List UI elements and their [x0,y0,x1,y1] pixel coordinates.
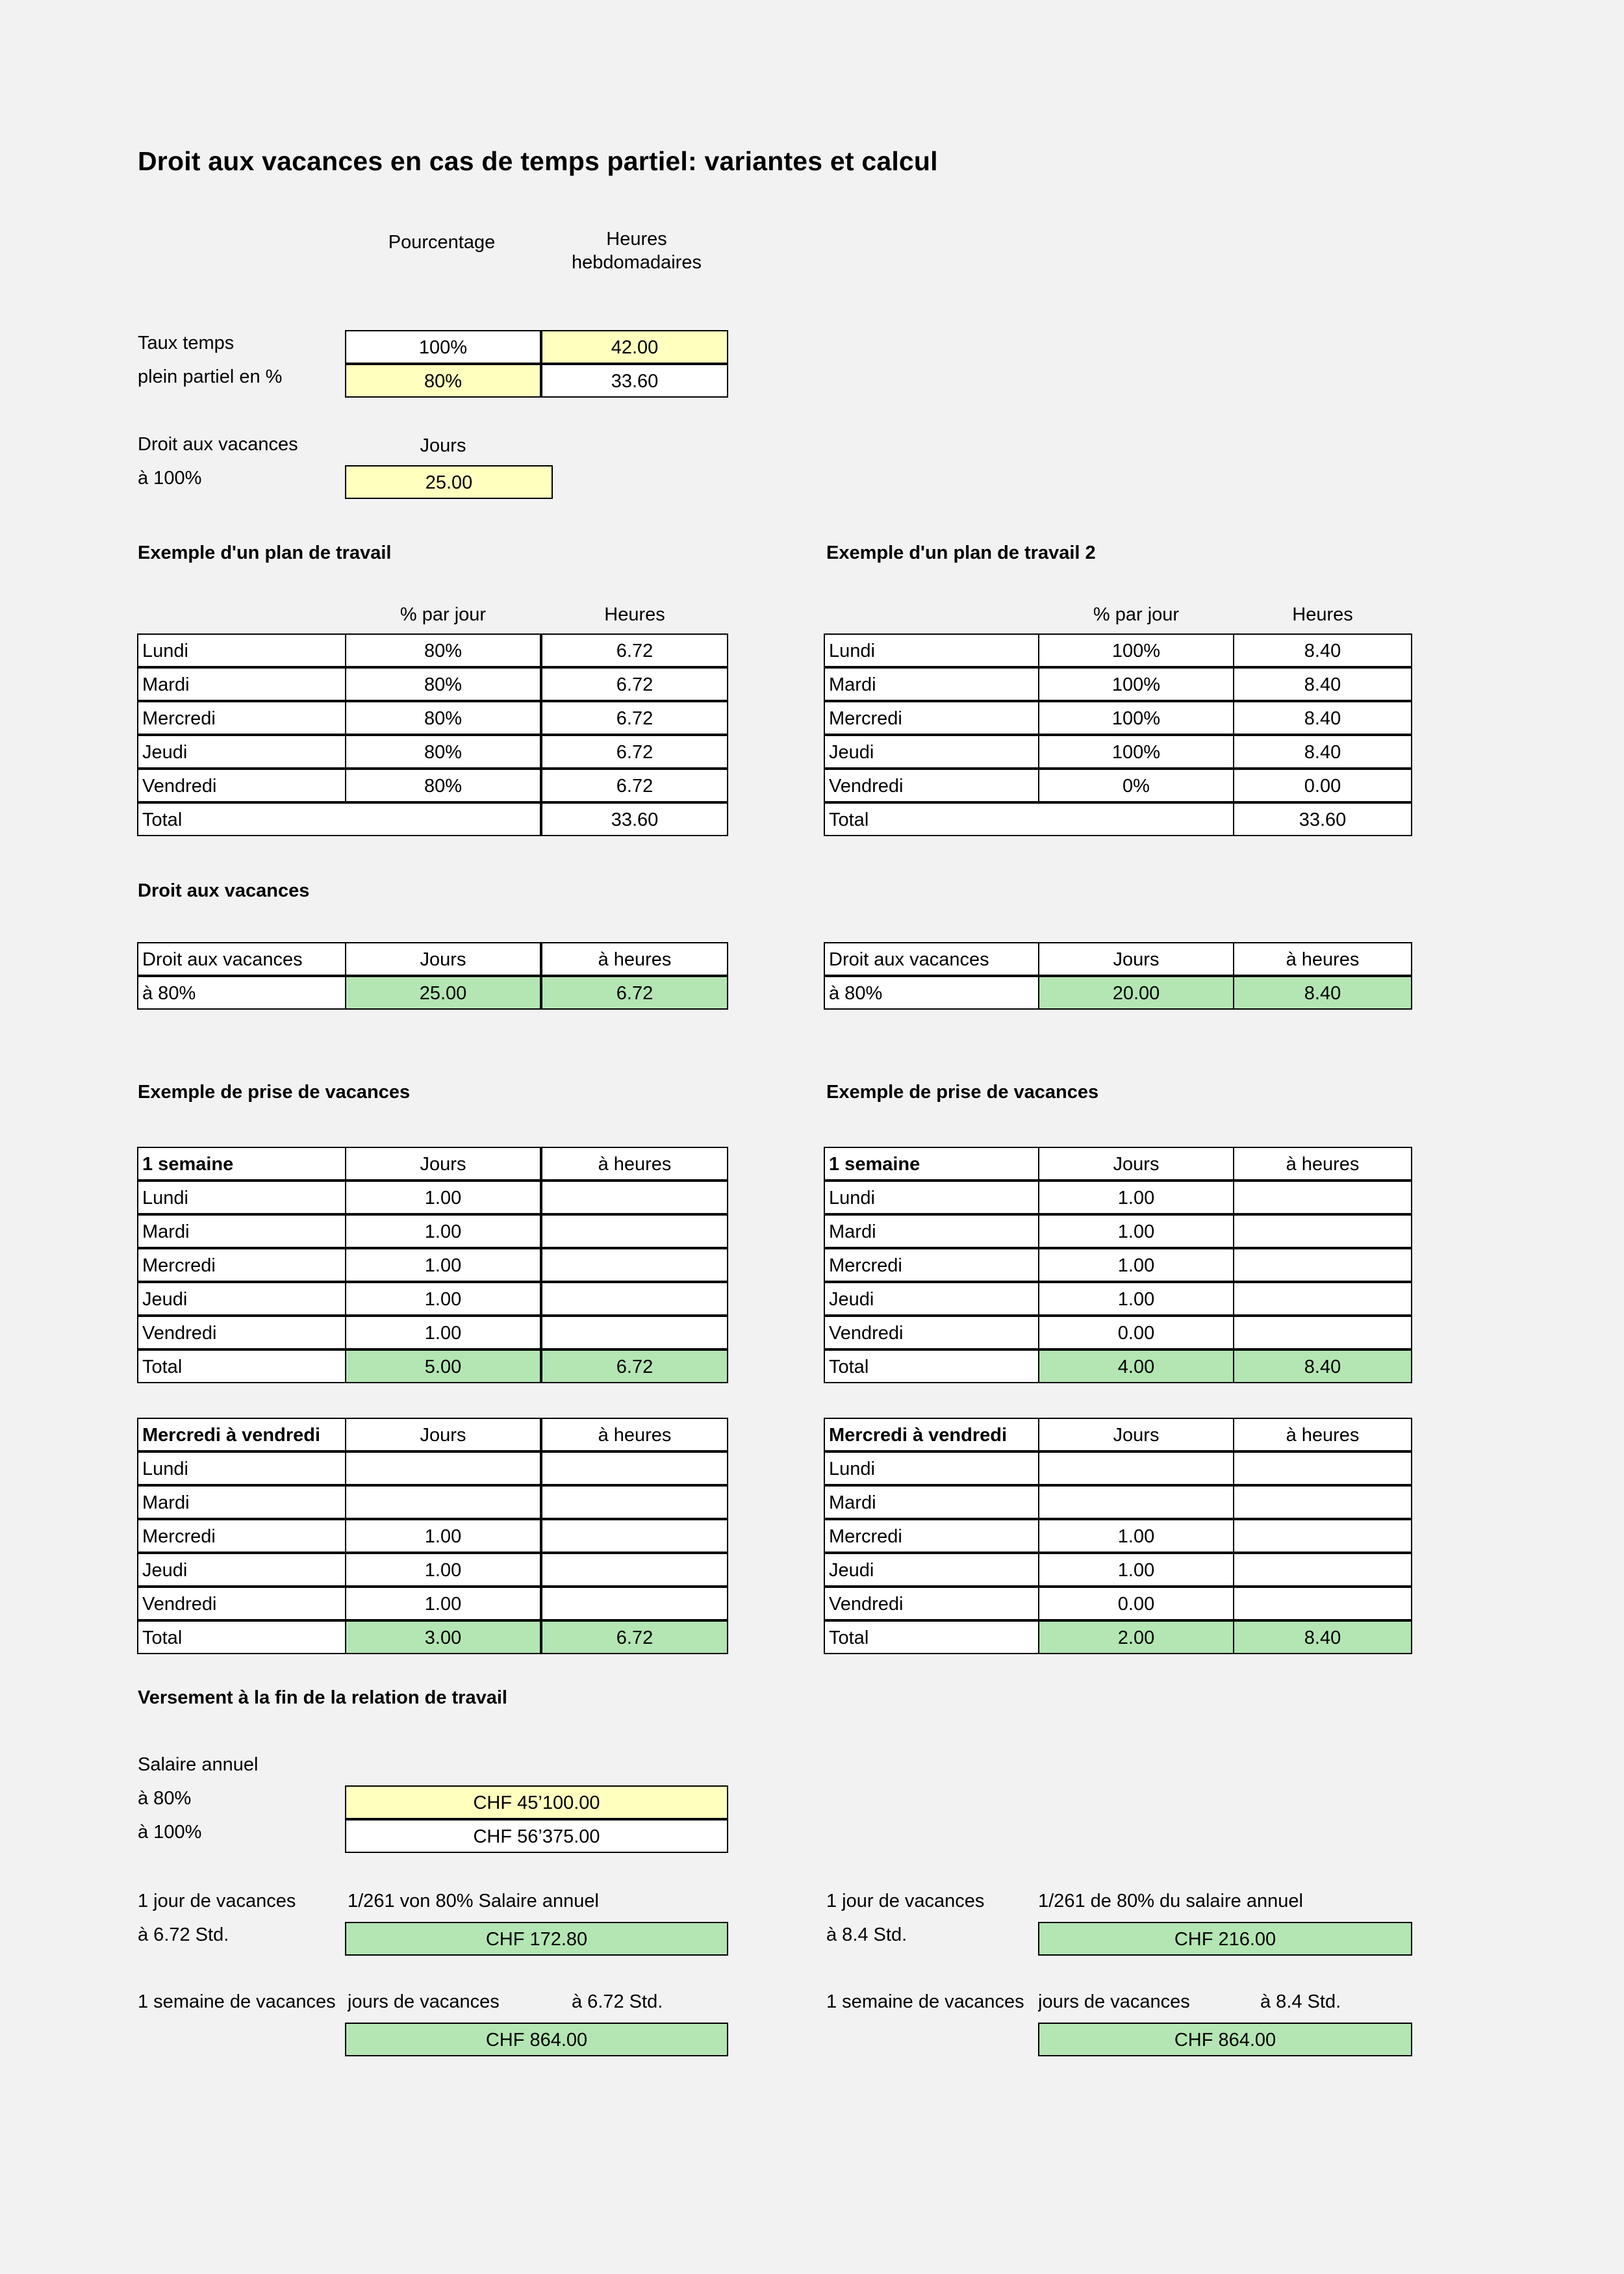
right-right-header-heures: à heures [1233,942,1412,976]
left-week-day[interactable]: Mardi [137,1214,346,1248]
left-plan-day[interactable]: Mercredi [137,701,346,735]
right-day-formula: 1/261 de 80% du salaire annuel [1038,1891,1303,1911]
right-week-heures-blank[interactable] [1233,1214,1412,1248]
left-week-header-heures: à heures [541,1147,728,1181]
left-plan-pct[interactable]: 80% [345,633,541,667]
right-part-heures-blank[interactable] [1233,1485,1412,1519]
right-week-heures-blank[interactable] [1233,1316,1412,1349]
right-plan-pct[interactable]: 100% [1038,701,1234,735]
rate-table-header-pourcentage: Pourcentage [388,232,496,253]
salary-label: Salaire annuel [138,1754,259,1775]
right-week-header-label: 1 semaine [824,1147,1039,1181]
rate-cell-pct-100[interactable]: 100% [345,330,541,364]
vacation-right-value[interactable]: 25.00 [345,465,553,499]
right-week-header-jours: Jours [1038,1147,1234,1181]
right-plan-title: Exemple d'un plan de travail 2 [826,543,1096,563]
right-plan-total-hours[interactable]: 33.60 [1233,802,1412,836]
rate-row-label-1: Taux temps [138,333,235,353]
right-day-value[interactable]: CHF 216.00 [1038,1922,1412,1956]
vacation-right-label-2: à 100% [138,468,202,489]
right-week-label-3: à 8.4 Std. [1260,1991,1341,2012]
right-right-header-jours: Jours [1038,942,1234,976]
left-plan-day[interactable]: Mardi [137,667,346,701]
left-week-jours[interactable]: 1.00 [345,1181,541,1214]
right-part-jours[interactable]: 0.00 [1038,1587,1234,1620]
right-week-day[interactable]: Mercredi [824,1248,1039,1282]
right-week-day[interactable]: Mardi [824,1214,1039,1248]
page-title: Droit aux vacances en cas de temps partiel: variantes et calcul [138,146,938,176]
left-plan-title: Exemple d'un plan de travail [138,543,392,563]
left-part-jours[interactable]: 1.00 [345,1553,541,1587]
right-week-total-heures[interactable]: 8.40 [1233,1349,1412,1383]
left-week-jours[interactable]: 1.00 [345,1282,541,1316]
left-part-jours[interactable] [345,1451,541,1485]
right-part-jours[interactable]: 1.00 [1038,1519,1234,1553]
right-right-header-label: Droit aux vacances [824,942,1039,976]
left-plan-total-label[interactable]: Total [137,802,541,836]
left-day-label-2: à 6.72 Std. [138,1924,229,1945]
right-week-heures-blank[interactable] [1233,1248,1412,1282]
left-right-row-label[interactable]: à 80% [137,976,346,1010]
payout-title: Versement à la fin de la relation de travail [138,1687,507,1708]
right-plan-hours[interactable]: 8.40 [1233,633,1412,667]
right-plan-pct[interactable]: 100% [1038,667,1234,701]
left-right-header-heures: à heures [541,942,728,976]
left-plan-pct[interactable]: 80% [345,769,541,802]
right-plan-pct[interactable]: 0% [1038,769,1234,802]
left-part-heures-blank[interactable] [541,1485,728,1519]
left-plan-pct[interactable]: 80% [345,735,541,769]
right-plan-day[interactable]: Jeudi [824,735,1039,769]
left-right-row-heures[interactable]: 6.72 [541,976,728,1010]
left-plan-pct[interactable]: 80% [345,667,541,701]
rate-table-header-heures: Heures hebdomadaires [572,229,702,273]
right-part-day[interactable]: Vendredi [824,1587,1039,1620]
left-week-header-label: 1 semaine [137,1147,346,1181]
left-part-heures-blank[interactable] [541,1587,728,1620]
right-part-day[interactable]: Mercredi [824,1519,1039,1553]
right-week-day[interactable]: Lundi [824,1181,1039,1214]
right-plan-day[interactable]: Vendredi [824,769,1039,802]
right-plan-day[interactable]: Mardi [824,667,1039,701]
left-day-value[interactable]: CHF 172.80 [345,1922,728,1956]
right-part-day[interactable]: Jeudi [824,1553,1039,1587]
left-plan-hours[interactable]: 6.72 [541,701,728,735]
left-taking-title: Exemple de prise de vacances [138,1082,411,1103]
left-week-day[interactable]: Lundi [137,1181,346,1214]
rate-cell-hours-3360[interactable]: 33.60 [541,364,728,398]
left-part-jours[interactable]: 1.00 [345,1587,541,1620]
right-week-jours[interactable]: 1.00 [1038,1282,1234,1316]
right-plan-header-hours: Heures [1292,604,1353,625]
left-vacation-right-title: Droit aux vacances [138,880,310,901]
right-week-heures-blank[interactable] [1233,1181,1412,1214]
right-plan-header-pct: % par jour [1093,604,1180,625]
right-plan-hours[interactable]: 0.00 [1233,769,1412,802]
left-week-value[interactable]: CHF 864.00 [345,2023,728,2056]
right-plan-hours[interactable]: 8.40 [1233,667,1412,701]
left-part-day[interactable]: Vendredi [137,1587,346,1620]
vacation-right-header-jours: Jours [420,435,466,456]
left-part-heures-blank[interactable] [541,1451,728,1485]
right-week-total-jours[interactable]: 4.00 [1038,1349,1234,1383]
right-plan-hours[interactable]: 8.40 [1233,735,1412,769]
left-week-day[interactable]: Jeudi [137,1282,346,1316]
left-part-header-jours: Jours [345,1418,541,1451]
right-part-header-label: Mercredi à vendredi [824,1418,1039,1451]
left-week-heures-blank[interactable] [541,1181,728,1214]
right-part-jours[interactable] [1038,1451,1234,1485]
left-week-day[interactable]: Mercredi [137,1248,346,1282]
left-part-day[interactable]: Jeudi [137,1553,346,1587]
left-plan-day[interactable]: Jeudi [137,735,346,769]
left-plan-hours[interactable]: 6.72 [541,769,728,802]
left-week-jours[interactable]: 1.00 [345,1316,541,1349]
right-week-label-1: 1 semaine de vacances [826,1991,1024,2012]
right-part-total-heures[interactable]: 8.40 [1233,1620,1412,1654]
left-part-day[interactable]: Mercredi [137,1519,346,1553]
salary-value-100[interactable]: CHF 56’375.00 [345,1819,728,1853]
right-week-jours[interactable]: 1.00 [1038,1248,1234,1282]
left-week-label-1: 1 semaine de vacances [138,1991,336,2012]
left-part-total-jours[interactable]: 3.00 [345,1620,541,1654]
left-part-day[interactable]: Mardi [137,1485,346,1519]
rate-row-label-2: plein partiel en % [138,366,283,387]
right-taking-title: Exemple de prise de vacances [826,1082,1099,1103]
left-part-header-heures: à heures [541,1418,728,1451]
right-week-value[interactable]: CHF 864.00 [1038,2023,1412,2056]
left-plan-header-pct: % par jour [400,604,487,625]
right-plan-day[interactable]: Lundi [824,633,1039,667]
right-week-jours[interactable]: 1.00 [1038,1181,1234,1214]
left-plan-hours[interactable]: 6.72 [541,633,728,667]
right-week-jours[interactable]: 1.00 [1038,1214,1234,1248]
left-plan-hours[interactable]: 6.72 [541,735,728,769]
right-plan-pct[interactable]: 100% [1038,735,1234,769]
left-week-heures-blank[interactable] [541,1214,728,1248]
right-day-label-2: à 8.4 Std. [826,1924,907,1945]
right-right-row-label[interactable]: à 80% [824,976,1039,1010]
salary-value-80[interactable]: CHF 45’100.00 [345,1785,728,1819]
right-week-total-label[interactable]: Total [824,1349,1039,1383]
left-week-total-label[interactable]: Total [137,1349,346,1383]
left-week-day[interactable]: Vendredi [137,1316,346,1349]
right-right-row-jours[interactable]: 20.00 [1038,976,1234,1010]
right-week-jours[interactable]: 0.00 [1038,1316,1234,1349]
left-week-label-3: à 6.72 Std. [572,1991,663,2012]
right-plan-pct[interactable]: 100% [1038,633,1234,667]
left-part-total-heures[interactable]: 6.72 [541,1620,728,1654]
left-part-heures-blank[interactable] [541,1519,728,1553]
left-week-heures-blank[interactable] [541,1316,728,1349]
left-week-jours[interactable]: 1.00 [345,1248,541,1282]
left-part-heures-blank[interactable] [541,1553,728,1587]
left-day-formula: 1/261 von 80% Salaire annuel [348,1891,599,1911]
right-week-day[interactable]: Vendredi [824,1316,1039,1349]
right-right-row-heures[interactable]: 8.40 [1233,976,1412,1010]
left-part-jours[interactable] [345,1485,541,1519]
right-week-heures-blank[interactable] [1233,1282,1412,1316]
left-plan-total-hours[interactable]: 33.60 [541,802,728,836]
right-week-header-heures: à heures [1233,1147,1412,1181]
left-week-total-jours[interactable]: 5.00 [345,1349,541,1383]
left-week-header-jours: Jours [345,1147,541,1181]
left-plan-pct[interactable]: 80% [345,701,541,735]
right-plan-hours[interactable]: 8.40 [1233,701,1412,735]
left-plan-day[interactable]: Lundi [137,633,346,667]
left-day-label-1: 1 jour de vacances [138,1891,296,1911]
right-part-total-jours[interactable]: 2.00 [1038,1620,1234,1654]
right-part-day[interactable]: Mardi [824,1485,1039,1519]
right-part-heures-blank[interactable] [1233,1553,1412,1587]
right-part-header-jours: Jours [1038,1418,1234,1451]
left-plan-hours[interactable]: 6.72 [541,667,728,701]
left-week-heures-blank[interactable] [541,1282,728,1316]
left-plan-day[interactable]: Vendredi [137,769,346,802]
left-week-label-2: jours de vacances [348,1991,500,2012]
left-right-header-jours: Jours [345,942,541,976]
right-week-label-2: jours de vacances [1038,1991,1190,2012]
right-part-day[interactable]: Lundi [824,1451,1039,1485]
rate-cell-pct-80[interactable]: 80% [345,364,541,398]
left-week-heures-blank[interactable] [541,1248,728,1282]
right-part-jours[interactable]: 1.00 [1038,1553,1234,1587]
vacation-right-label-1: Droit aux vacances [138,434,298,455]
left-part-total-label[interactable]: Total [137,1620,346,1654]
salary-row-label-100: à 100% [138,1822,202,1843]
rate-cell-hours-42[interactable]: 42.00 [541,330,728,364]
left-part-jours[interactable]: 1.00 [345,1519,541,1553]
right-part-heures-blank[interactable] [1233,1519,1412,1553]
left-week-jours[interactable]: 1.00 [345,1214,541,1248]
left-right-header-label: Droit aux vacances [137,942,346,976]
right-part-header-heures: à heures [1233,1418,1412,1451]
left-part-header-label: Mercredi à vendredi [137,1418,346,1451]
left-part-day[interactable]: Lundi [137,1451,346,1485]
left-right-row-jours[interactable]: 25.00 [345,976,541,1010]
right-plan-total-label[interactable]: Total [824,802,1234,836]
left-plan-header-hours: Heures [604,604,665,625]
right-day-label-1: 1 jour de vacances [826,1891,985,1911]
left-week-total-heures[interactable]: 6.72 [541,1349,728,1383]
right-part-jours[interactable] [1038,1485,1234,1519]
right-part-heures-blank[interactable] [1233,1451,1412,1485]
right-part-total-label[interactable]: Total [824,1620,1039,1654]
right-plan-day[interactable]: Mercredi [824,701,1039,735]
right-week-day[interactable]: Jeudi [824,1282,1039,1316]
salary-row-label-80: à 80% [138,1788,192,1809]
right-part-heures-blank[interactable] [1233,1587,1412,1620]
